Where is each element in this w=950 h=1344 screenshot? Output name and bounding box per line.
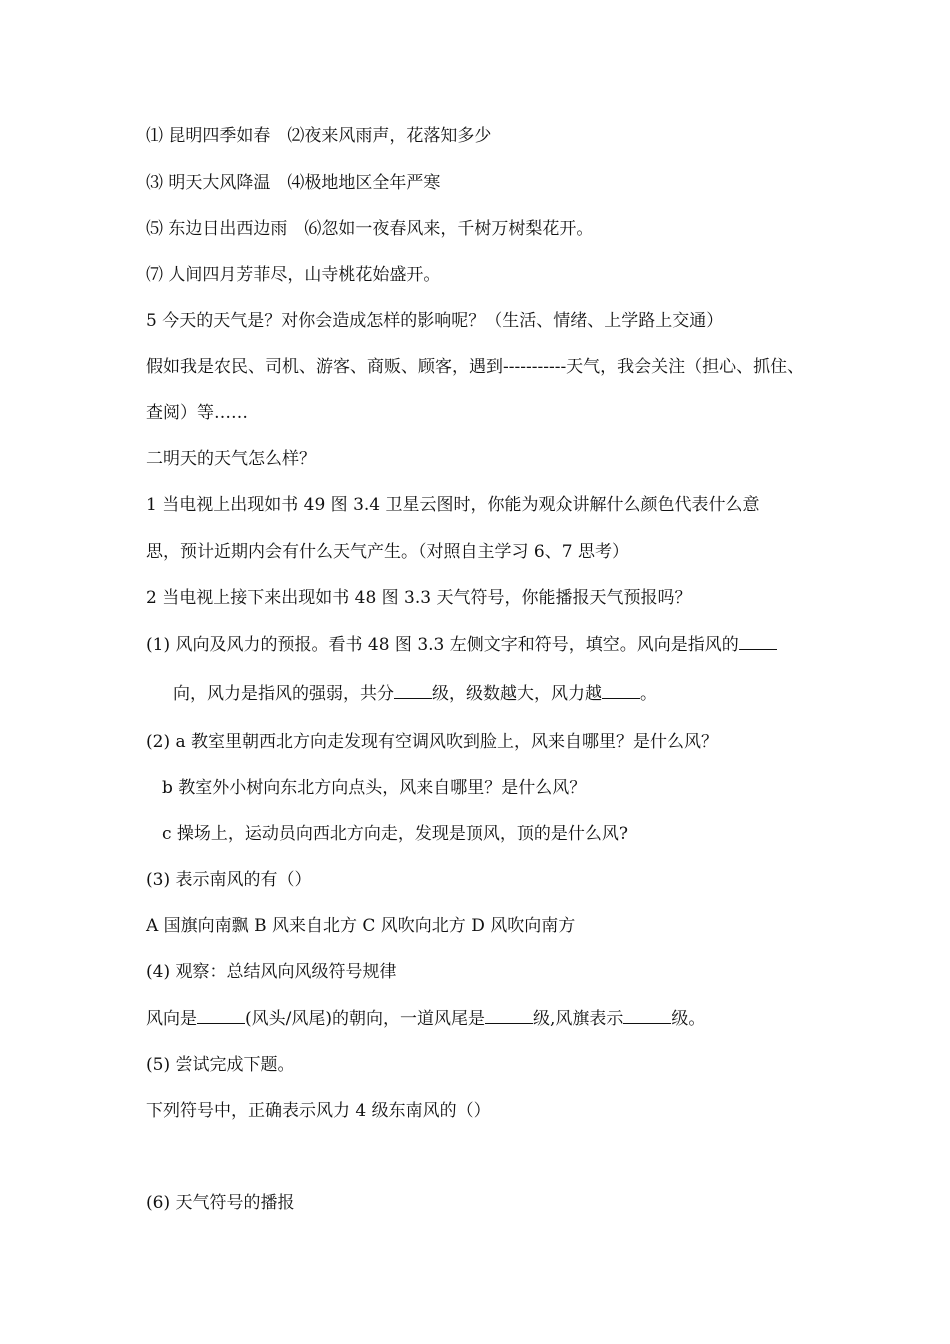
item-2: 2 当电视上接下来出现如书 48 图 3.3 天气符号，你能播报天气预报吗？ [146, 588, 692, 608]
example-line-2: ⑶ 明天大风降温 ⑷极地地区全年严寒 [146, 173, 441, 193]
sub-item-4-fill [146, 1008, 705, 1030]
fill-blank[interactable] [623, 1008, 671, 1024]
example-line-4: ⑺ 人间四月芳菲尽，山寺桃花始盛开。 [146, 265, 441, 285]
question-5-roleplay-cont: 查阅）等…… [146, 403, 248, 423]
sub-item-2c: c 操场上，运动员向西北方向走，发现是顶风，顶的是什么风? [162, 824, 629, 844]
sub-item-1-cont-b: 级，级数越大，风力越 [432, 684, 602, 704]
fill-blank[interactable] [485, 1008, 533, 1024]
sub-item-5: (5) 尝试完成下题。 [146, 1055, 295, 1075]
item-1: 1 当电视上出现如书 49 图 3.4 卫星云图时，你能为观众讲解什么颜色代表什么意 [146, 495, 760, 515]
fill-blank[interactable] [739, 634, 777, 650]
sub-item-4-b: (风头/风尾)的朝向，一道风尾是 [245, 1009, 485, 1029]
sub-item-4-c: 级,风旗表示 [533, 1009, 624, 1029]
item-1-cont: 思，预计近期内会有什么天气产生。（对照自主学习 6、7 思考） [146, 542, 629, 562]
sub-item-6: (6) 天气符号的播报 [146, 1193, 295, 1213]
sub-item-4-d: 级。 [671, 1009, 706, 1029]
question-5-roleplay: 假如我是农民、司机、游客、商贩、顾客，遇到-----------天气，我会关注（担心、抓住、 [146, 357, 805, 377]
fill-blank[interactable] [197, 1008, 245, 1024]
sub-item-3: (3) 表示南风的有（） [146, 870, 312, 890]
sub-item-3-options: A 国旗向南飘 B 风来自北方 C 风吹向北方 D 风吹向南方 [146, 916, 576, 936]
question-5: 5 今天的天气是？对你会造成怎样的影响呢？（生活、情绪、上学路上交通） [146, 311, 724, 331]
sub-item-1 [146, 634, 777, 656]
sub-item-1-cont [173, 683, 657, 705]
sub-item-5-question: 下列符号中，正确表示风力 4 级东南风的（） [146, 1101, 491, 1121]
fill-blank[interactable] [602, 683, 640, 699]
sub-item-4: (4) 观察：总结风向风级符号规律 [146, 962, 397, 982]
sub-item-1-cont-a: 向，风力是指风的强弱，共分 [173, 684, 394, 704]
example-line-3: ⑸ 东边日出西边雨 ⑹忽如一夜春风来，千树万树梨花开。 [146, 219, 594, 239]
sub-item-1-cont-c: 。 [640, 684, 657, 704]
sub-item-1-text: (1) 风向及风力的预报。看书 48 图 3.3 左侧文字和符号，填空。风向是指风的 [146, 635, 739, 655]
fill-blank[interactable] [394, 683, 432, 699]
section-heading-2: 二明天的天气怎么样？ [146, 449, 316, 469]
sub-item-2a: (2) a 教室里朝西北方向走发现有空调风吹到脸上，风来自哪里？是什么风？ [146, 732, 719, 752]
sub-item-4-a: 风向是 [146, 1009, 197, 1029]
example-line-1: ⑴ 昆明四季如春 ⑵夜来风雨声，花落知多少 [146, 126, 492, 146]
sub-item-2b: b 教室外小树向东北方向点头，风来自哪里？是什么风？ [162, 778, 587, 798]
